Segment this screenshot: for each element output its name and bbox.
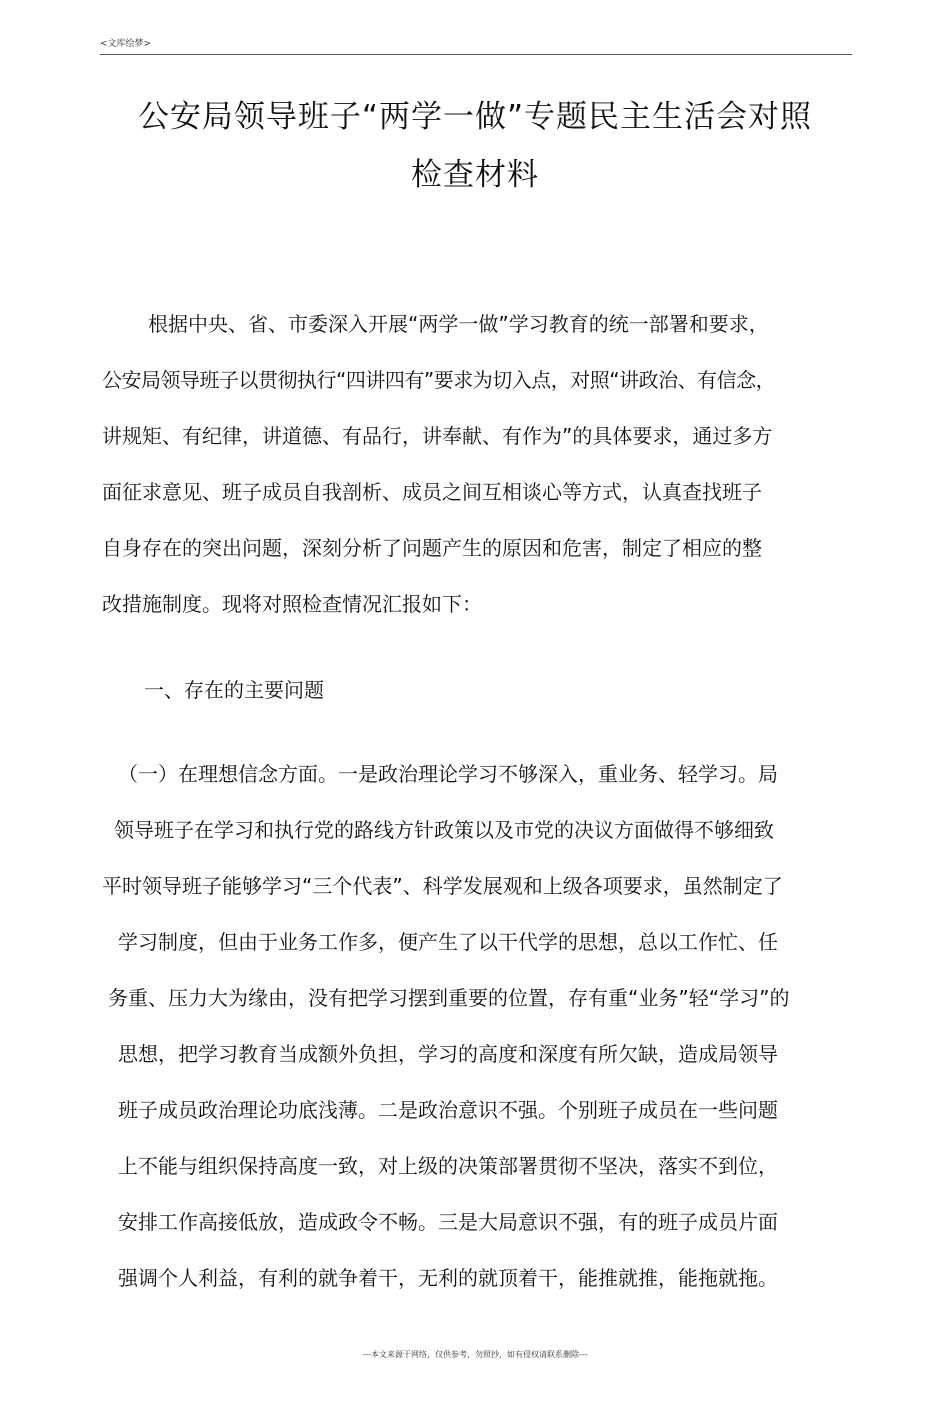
- section-line: （一）在理想信念方面。一是政治理论学习不够深入，重业务、轻学习。局: [118, 762, 778, 786]
- intro-line: 根据中央、省、市委深入开展“两学一做”学习教育的统一部署和要求，: [148, 312, 769, 336]
- page-footer: ---本文来源于网络，仅供参考，勿照抄，如有侵权请联系删除---: [362, 1350, 588, 1359]
- title-line-2: 检查材料: [411, 157, 539, 193]
- intro-line: 公安局领导班子以贯彻执行“四讲四有”要求为切入点，对照“讲政治、有信念，: [102, 368, 776, 392]
- section-line: 安排工作高接低放，造成政令不畅。三是大局意识不强，有的班子成员片面: [118, 1210, 778, 1234]
- intro-line: 改措施制度。现将对照检查情况汇报如下：: [102, 592, 482, 616]
- intro-line: 讲规矩、有纪律，讲道德、有品行，讲奉献、有作为”的具体要求，通过多方: [102, 424, 773, 448]
- section-line: 强调个人利益，有利的就争着干，无利的就顶着干，能推就推，能拖就拖。: [118, 1266, 778, 1290]
- section-heading: 一、存在的主要问题: [144, 678, 324, 702]
- intro-line: 自身存在的突出问题，深刻分析了问题产生的原因和危害，制定了相应的整: [102, 536, 762, 560]
- section-line: 务重、压力大为缘由，没有把学习摆到重要的位置，存有重“业务”轻“学习”的: [108, 986, 790, 1010]
- intro-line: 面征求意见、班子成员自我剖析、成员之间互相谈心等方式，认真查找班子: [102, 480, 762, 504]
- document-title: [95, 88, 855, 204]
- document-body: [102, 296, 854, 1306]
- section-line: 上不能与组织保持高度一致，对上级的决策部署贯彻不坚决，落实不到位，: [118, 1154, 778, 1178]
- title-line-1: 公安局领导班子“两学一做”专题民主生活会对照: [137, 99, 813, 135]
- section-line: 平时领导班子能够学习“三个代表”、科学发展观和上级各项要求，虽然制定了: [102, 874, 783, 898]
- page-header: [100, 38, 852, 55]
- intro-paragraph: [102, 296, 854, 632]
- header-text: <文库绘梦>: [100, 39, 152, 49]
- section-line: 学习制度，但由于业务工作多，便产生了以干代学的思想，总以工作忙、任: [118, 930, 778, 954]
- section-line: 领导班子在学习和执行党的路线方针政策以及市党的决议方面做得不够细致: [114, 818, 774, 842]
- section-paragraph: [102, 746, 854, 1306]
- section-line: 思想，把学习教育当成额外负担，学习的高度和深度有所欠缺，造成局领导: [118, 1042, 778, 1066]
- section-line: 班子成员政治理论功底浅薄。二是政治意识不强。个别班子成员在一些问题: [118, 1098, 778, 1122]
